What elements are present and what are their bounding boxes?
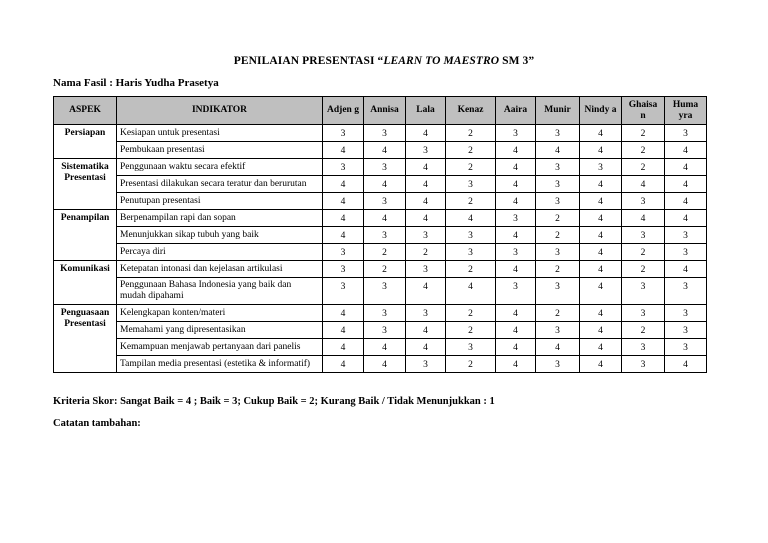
score-cell: 4	[496, 339, 536, 356]
header-aspek: ASPEK	[54, 97, 117, 125]
score-cell: 4	[323, 210, 364, 227]
score-cell: 2	[446, 305, 496, 322]
table-row	[54, 125, 707, 142]
score-cell: 4	[323, 339, 364, 356]
additional-notes-label: Catatan tambahan:	[53, 418, 141, 429]
score-cell: 3	[446, 227, 496, 244]
score-cell: 4	[406, 159, 446, 176]
score-cell: 4	[580, 210, 622, 227]
score-cell: 3	[323, 244, 364, 261]
score-cell: 4	[323, 356, 364, 373]
score-cell: 3	[622, 227, 665, 244]
score-cell: 4	[406, 125, 446, 142]
score-cell: 4	[580, 356, 622, 373]
score-cell: 2	[446, 261, 496, 278]
score-cell: 2	[364, 244, 406, 261]
score-cell: 4	[665, 261, 707, 278]
score-cell: 3	[406, 142, 446, 159]
score-cell: 4	[536, 339, 580, 356]
score-cell: 4	[665, 356, 707, 373]
indikator-cell: Kelengkapan konten/materi	[117, 305, 323, 322]
score-cell: 2	[536, 210, 580, 227]
table-row	[54, 142, 707, 159]
score-cell: 4	[496, 193, 536, 210]
score-cell: 4	[622, 210, 665, 227]
aspek-cell: Sistematika Presentasi	[54, 159, 117, 210]
score-cell: 2	[536, 227, 580, 244]
score-cell: 4	[580, 278, 622, 305]
indikator-cell: Penutupan presentasi	[117, 193, 323, 210]
score-cell: 4	[580, 261, 622, 278]
score-cell: 4	[580, 142, 622, 159]
score-cell: 2	[622, 159, 665, 176]
score-cell: 3	[406, 227, 446, 244]
score-cell: 2	[446, 142, 496, 159]
score-cell: 4	[580, 244, 622, 261]
table-row	[54, 356, 707, 373]
score-cell: 4	[496, 356, 536, 373]
header-indikator: INDIKATOR	[117, 97, 323, 125]
score-cell: 4	[323, 176, 364, 193]
score-cell: 3	[536, 159, 580, 176]
score-cell: 4	[496, 261, 536, 278]
score-cell: 3	[536, 356, 580, 373]
header-student: Annisa	[364, 97, 406, 125]
score-cell: 3	[536, 193, 580, 210]
score-cell: 3	[496, 278, 536, 305]
score-cell: 3	[496, 125, 536, 142]
score-cell: 4	[446, 210, 496, 227]
header-student: Nindy a	[580, 97, 622, 125]
score-cell: 2	[536, 261, 580, 278]
score-cell: 3	[364, 125, 406, 142]
score-cell: 3	[622, 339, 665, 356]
score-cell: 4	[496, 227, 536, 244]
score-cell: 4	[364, 339, 406, 356]
aspek-cell: Penampilan	[54, 210, 117, 261]
indikator-cell: Penggunaan Bahasa Indonesia yang baik dan mudah dipahami	[117, 278, 323, 305]
score-cell: 3	[536, 278, 580, 305]
score-cell: 4	[580, 193, 622, 210]
score-cell: 3	[496, 244, 536, 261]
indikator-cell: Presentasi dilakukan secara teratur dan berurutan	[117, 176, 323, 193]
score-cell: 3	[364, 227, 406, 244]
indikator-cell: Ketepatan intonasi dan kejelasan artikulasi	[117, 261, 323, 278]
score-cell: 4	[580, 176, 622, 193]
score-cell: 3	[665, 244, 707, 261]
score-cell: 2	[446, 322, 496, 339]
score-cell: 4	[580, 125, 622, 142]
score-cell: 3	[496, 210, 536, 227]
score-cell: 3	[446, 176, 496, 193]
score-cell: 2	[622, 142, 665, 159]
score-cell: 4	[323, 305, 364, 322]
score-cell: 3	[665, 305, 707, 322]
indikator-cell: Penggunaan waktu secara efektif	[117, 159, 323, 176]
score-cell: 3	[622, 278, 665, 305]
score-cell: 4	[665, 210, 707, 227]
score-cell: 4	[323, 193, 364, 210]
page-title: PENILAIAN PRESENTASI “LEARN TO MAESTRO SM 3”	[233, 55, 535, 67]
score-cell: 3	[580, 159, 622, 176]
table-row	[54, 159, 707, 176]
score-cell: 4	[323, 227, 364, 244]
score-cell: 3	[665, 278, 707, 305]
aspek-cell: Penguasaan Presentasi	[54, 305, 117, 373]
score-cell: 4	[364, 142, 406, 159]
indikator-cell: Percaya diri	[117, 244, 323, 261]
indikator-cell: Memahami yang dipresentasikan	[117, 322, 323, 339]
score-cell: 2	[622, 125, 665, 142]
score-cell: 2	[622, 322, 665, 339]
score-cell: 4	[406, 176, 446, 193]
score-cell: 3	[446, 339, 496, 356]
indikator-cell: Kesiapan untuk presentasi	[117, 125, 323, 142]
score-cell: 4	[496, 176, 536, 193]
score-cell: 3	[323, 261, 364, 278]
score-cell: 2	[364, 261, 406, 278]
score-cell: 2	[536, 305, 580, 322]
table-row	[54, 261, 707, 278]
score-cell: 3	[536, 244, 580, 261]
table-row	[54, 227, 707, 244]
indikator-cell: Tampilan media presentasi (estetika & informatif)	[117, 356, 323, 373]
score-cell: 4	[364, 210, 406, 227]
score-cell: 4	[665, 142, 707, 159]
score-cell: 3	[364, 278, 406, 305]
facilitator-name: Nama Fasil : Haris Yudha Prasetya	[53, 77, 219, 89]
aspek-cell: Komunikasi	[54, 261, 117, 305]
scoring-criteria: Kriteria Skor: Sangat Baik = 4 ; Baik = 3; Cukup Baik = 2; Kurang Baik / Tidak Menunjukkan : 1	[53, 396, 495, 407]
score-cell: 3	[536, 176, 580, 193]
score-cell: 3	[364, 322, 406, 339]
score-cell: 3	[665, 227, 707, 244]
score-cell: 4	[406, 339, 446, 356]
score-cell: 3	[406, 261, 446, 278]
score-cell: 3	[622, 305, 665, 322]
score-cell: 3	[406, 356, 446, 373]
table-row	[54, 322, 707, 339]
header-student: Adjen g	[323, 97, 364, 125]
header-row	[54, 97, 707, 125]
score-cell: 3	[364, 305, 406, 322]
score-cell: 3	[536, 125, 580, 142]
score-cell: 2	[446, 193, 496, 210]
score-cell: 3	[364, 159, 406, 176]
score-cell: 2	[622, 261, 665, 278]
indikator-cell: Kemampuan menjawab pertanyaan dari panelis	[117, 339, 323, 356]
score-cell: 4	[496, 142, 536, 159]
indikator-cell: Pembukaan presentasi	[117, 142, 323, 159]
assessment-table	[53, 96, 707, 373]
table-row	[54, 305, 707, 322]
score-cell: 4	[406, 278, 446, 305]
score-cell: 3	[622, 356, 665, 373]
score-cell: 4	[323, 322, 364, 339]
table-row	[54, 339, 707, 356]
header-student: Munir	[536, 97, 580, 125]
score-cell: 4	[364, 356, 406, 373]
score-cell: 4	[665, 159, 707, 176]
aspek-cell: Persiapan	[54, 125, 117, 159]
score-cell: 3	[446, 244, 496, 261]
header-student: Huma yra	[665, 97, 707, 125]
score-cell: 2	[446, 125, 496, 142]
table-row	[54, 176, 707, 193]
table-row	[54, 244, 707, 261]
score-cell: 3	[323, 278, 364, 305]
score-cell: 3	[622, 193, 665, 210]
score-cell: 3	[665, 339, 707, 356]
score-cell: 3	[406, 305, 446, 322]
score-cell: 4	[496, 305, 536, 322]
score-cell: 4	[622, 176, 665, 193]
score-cell: 4	[446, 278, 496, 305]
score-cell: 4	[580, 305, 622, 322]
indikator-cell: Menunjukkan sikap tubuh yang baik	[117, 227, 323, 244]
score-cell: 4	[364, 176, 406, 193]
score-cell: 3	[323, 125, 364, 142]
score-cell: 2	[446, 356, 496, 373]
score-cell: 4	[406, 193, 446, 210]
score-cell: 3	[536, 322, 580, 339]
score-cell: 4	[406, 322, 446, 339]
score-cell: 2	[406, 244, 446, 261]
score-cell: 4	[580, 339, 622, 356]
score-cell: 4	[406, 210, 446, 227]
score-cell: 4	[580, 227, 622, 244]
table-row	[54, 278, 707, 305]
score-cell: 3	[665, 322, 707, 339]
score-cell: 4	[580, 322, 622, 339]
table-row	[54, 210, 707, 227]
score-cell: 4	[496, 322, 536, 339]
header-student: Aaira	[496, 97, 536, 125]
indikator-cell: Berpenampilan rapi dan sopan	[117, 210, 323, 227]
header-student: Kenaz	[446, 97, 496, 125]
table-row	[54, 193, 707, 210]
score-cell: 3	[364, 193, 406, 210]
score-cell: 3	[665, 125, 707, 142]
score-cell: 4	[536, 142, 580, 159]
score-cell: 4	[323, 142, 364, 159]
score-cell: 4	[665, 193, 707, 210]
header-student: Ghaisa n	[622, 97, 665, 125]
score-cell: 3	[323, 159, 364, 176]
score-cell: 2	[446, 159, 496, 176]
score-cell: 2	[622, 244, 665, 261]
score-cell: 4	[665, 176, 707, 193]
score-cell: 4	[496, 159, 536, 176]
header-student: Lala	[406, 97, 446, 125]
